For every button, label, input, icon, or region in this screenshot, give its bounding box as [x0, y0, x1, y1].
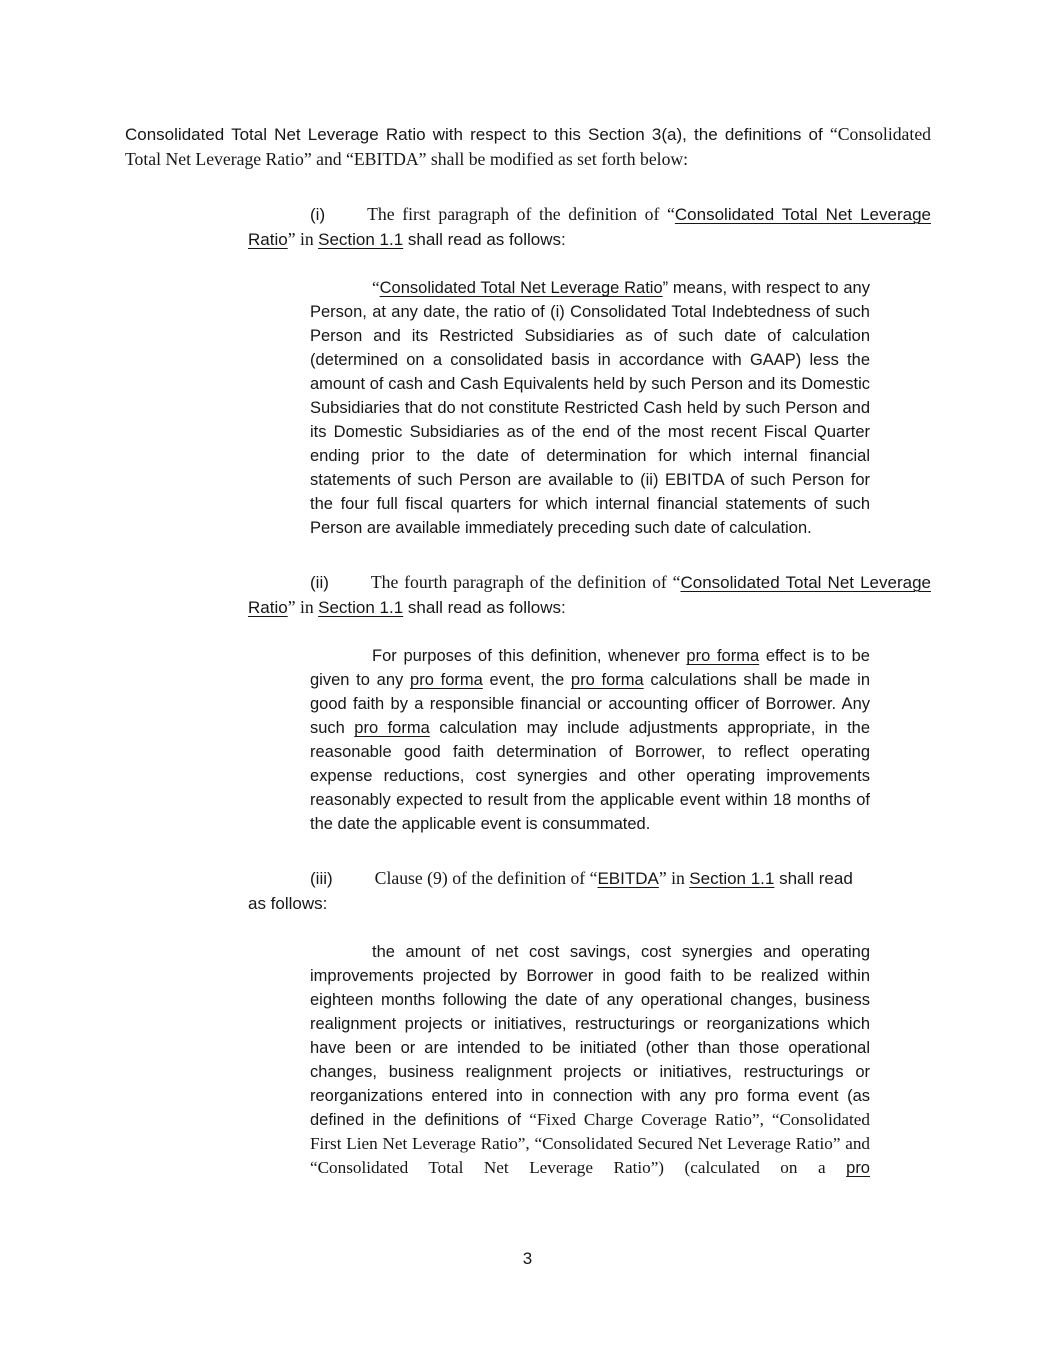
item-i-heading [248, 202, 931, 252]
quote-2-text: effect is to be given to any [310, 647, 870, 689]
item-ii-marker: (ii) [310, 573, 329, 592]
quote-2-text: calculations shall be made in good faith by a responsible financial or accounting officer of Borrower. Any such [310, 671, 870, 737]
item-ii-tail: shall read as follows: [403, 598, 566, 617]
pro-forma-underlined: pro forma [686, 647, 760, 665]
defined-term-underlined: Consolidated Total Net Leverage Ratio [248, 573, 931, 617]
item-iii-connector: ” in [658, 868, 690, 888]
pro-forma-underlined: pro forma [354, 719, 430, 737]
pro-forma-underlined: pro forma [570, 671, 644, 689]
quote-2-text: calculation may include adjustments appropriate, in the reasonable good faith determination of Borrower, to reflect operating expense reductions, cost synergies and other operating improvements reasonably expected to result from the applicable event within 18 months of the date the applicable event is consummated. [310, 719, 871, 833]
intro-paragraph [125, 122, 931, 172]
definition-quote-1 [310, 276, 870, 540]
item-i-lead: The first paragraph of the definition of “ [367, 204, 675, 224]
page-number: 3 [522, 1249, 533, 1268]
quote-1-body: ” means, with respect to any Person, at any date, the ratio of (i) Consolidated Total Indebtedness of such Person and its Restricted Subsidiaries as of such date of calculation (determined on a consolidated basis in accordance with GAAP) less the amount of cash and Cash Equivalents held by such Person and its Domestic Subsidiaries that do not constitute Restricted Cash held by such Person and its Domestic Subsidiaries as of the end of the most recent Fiscal Quarter ending prior to the date of determination for which internal financial statements of such Person are available to (ii) EBITDA of such Person for the four full fiscal quarters for which internal financial statements of such Person are available immediately preceding such date of calculation. [310, 279, 870, 537]
defined-term-underlined: Consolidated Total Net Leverage Ratio [379, 279, 663, 297]
section-reference-underlined: Section 1.1 [318, 230, 404, 249]
item-iii-tail-line2: as follows: [248, 894, 328, 913]
item-iii-heading [248, 866, 931, 916]
open-quote: “ [372, 278, 380, 297]
quote-2-text: event, the [482, 671, 571, 689]
section-reference-underlined: Section 1.1 [689, 869, 775, 888]
section-reference-underlined: Section 1.1 [318, 598, 404, 617]
quote-3-text-serif: “Fixed Charge Coverage Ratio”, “Consolidated First Lien Net Leverage Ratio”, “Consolidated Secured Net Leverage Ratio” and “Consolidated Total Net Leverage Ratio”) (calculated on a [310, 1110, 870, 1177]
pro-forma-underlined: pro forma [410, 671, 483, 689]
item-i-connector: ” in [287, 229, 319, 249]
item-iii-tail: shall read [774, 869, 853, 888]
quote-3-text-sans: the amount of net cost savings, cost synergies and operating improvements projected by Borrower in good faith to be realized within eighteen months following the date of any operational changes, business realignment projects or initiatives, restructurings or reorganizations which have been or are intended to be initiated (other than those operational changes, business realignment projects or initiatives, restructurings or reorganizations entered into in connection with any pro forma event (as defined in the definitions of [310, 943, 870, 1129]
defined-term-underlined: Consolidated Total Net Leverage Ratio [248, 205, 931, 249]
item-i-marker: (i) [310, 205, 326, 224]
item-iii-marker: (iii) [310, 869, 333, 888]
item-ii-connector: ” in [287, 597, 319, 617]
item-i-tail: shall read as follows: [403, 230, 566, 249]
intro-text-serif: “Consolidated Total Net Leverage Ratio” and “EBITDA” shall be modified as set forth below: [125, 124, 931, 169]
item-ii-heading [248, 570, 931, 620]
item-ii-lead: The fourth paragraph of the definition of “ [370, 572, 681, 592]
defined-term-underlined: EBITDA [597, 869, 659, 888]
document-body [125, 122, 931, 1180]
definition-quote-2 [310, 644, 870, 836]
definition-quote-3 [310, 940, 870, 1180]
quote-2-text: For purposes of this definition, whenever [372, 647, 687, 665]
pro-forma-underlined: pro [846, 1159, 870, 1177]
item-iii-lead: Clause (9) of the definition of “ [374, 868, 598, 888]
intro-text-sans: Consolidated Total Net Leverage Ratio with respect to this Section 3(a), the definitions of [125, 125, 830, 144]
